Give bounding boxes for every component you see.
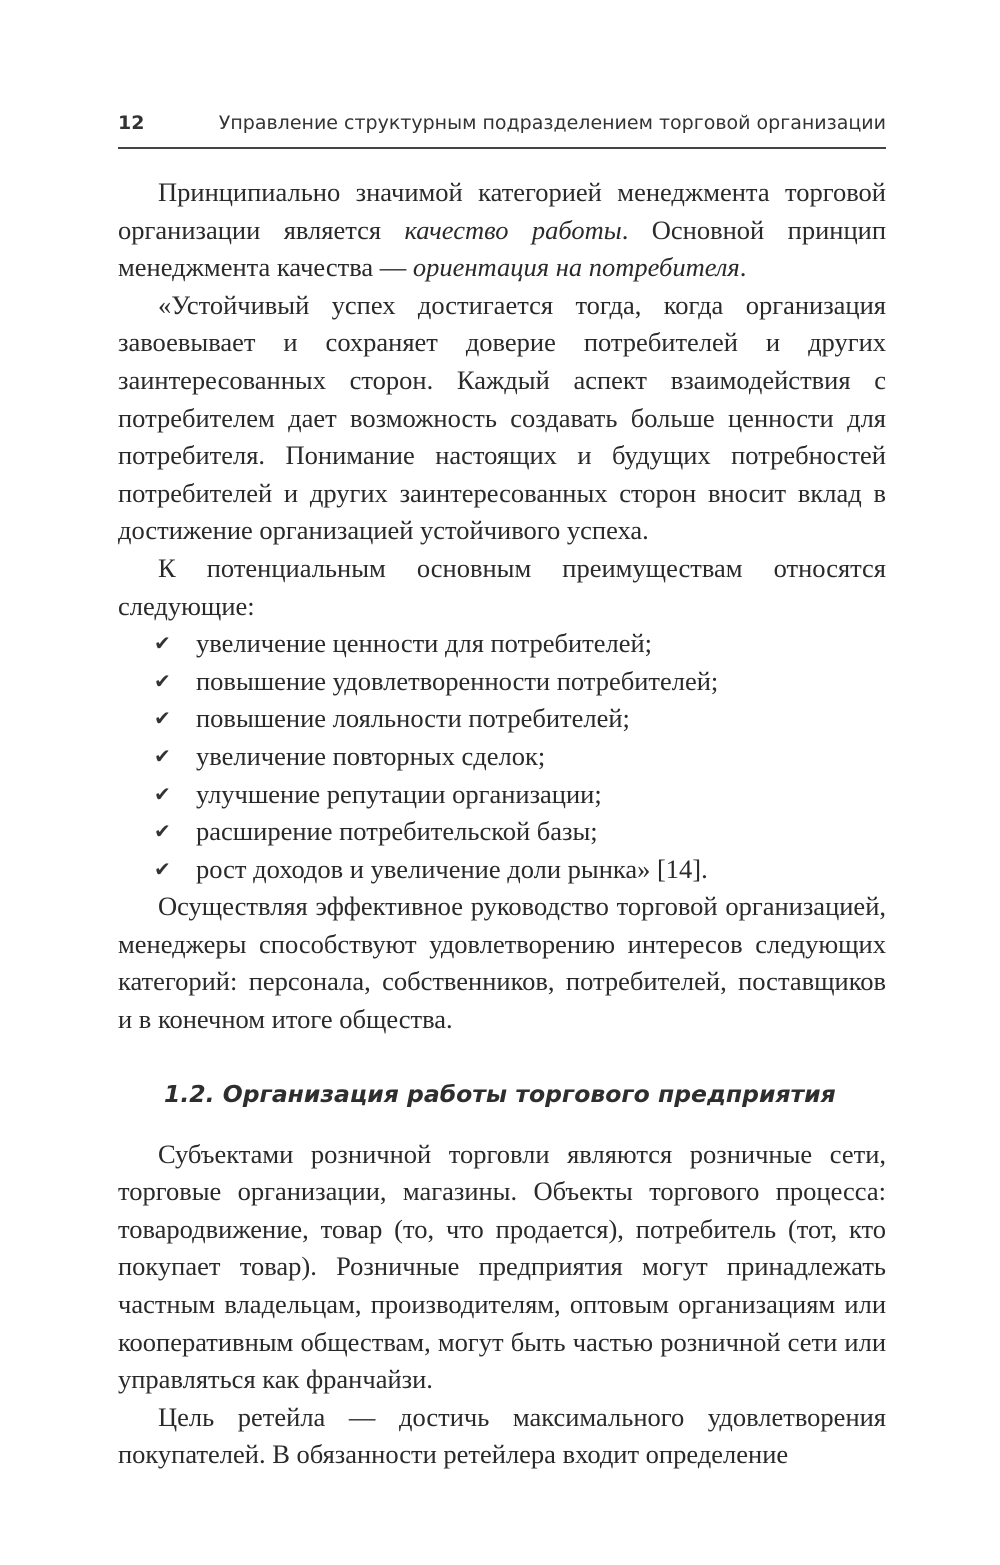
paragraph-quote: «Устойчивый успех достигается тогда, когда организация завоевывает и сохраняет доверие потребителей и других заинтересованных сторон. Каждый аспект взаимодействия с потребителем дает возможность создавать больше ценности для потребителя. Понимание настоящих и будущих потребностей потребителей и других заинтересованных сторон вносит вклад в достижение организацией устойчивого успеха. xyxy=(118,289,886,546)
paragraph-text: Принципиально значимой категорией менеджмента торговой организации является xyxy=(118,177,886,245)
running-title: Управление структурным подразделением торговой организации xyxy=(218,112,886,134)
benefits-list xyxy=(118,625,886,888)
emphasis-quality-of-work: качество работы xyxy=(404,214,622,245)
paragraph-management: Осуществляя эффективное руководство торговой организацией, менеджеры способствуют удовлетворению интересов следующих категорий: персонала, собственников, потребителей, поставщиков и в конечном итоге общества. xyxy=(118,891,886,1035)
paragraph-retail-goal: Цель ретейла — достичь максимального удовлетворения покупателей. В обязанности ретейлера входит определение xyxy=(118,1401,886,1470)
checkmark-icon: ✔ xyxy=(154,743,171,768)
list-item-text: рост доходов и увеличение доли рынка» [14]. xyxy=(196,853,708,884)
checkmark-icon: ✔ xyxy=(154,781,171,806)
list-item xyxy=(118,851,886,889)
list-item-text: улучшение репутации организации; xyxy=(196,778,602,809)
list-item xyxy=(118,663,886,701)
list-item xyxy=(118,776,886,814)
paragraph-quality xyxy=(118,174,886,287)
body-text xyxy=(118,174,886,1474)
list-item-text: увеличение ценности для потребителей; xyxy=(196,628,653,659)
running-header xyxy=(118,112,886,142)
section-heading: 1.2. Организация работы торгового предприятия xyxy=(164,1079,836,1108)
list-item xyxy=(118,625,886,663)
checkmark-icon: ✔ xyxy=(154,706,171,731)
list-item-text: расширение потребительской базы; xyxy=(196,816,598,847)
paragraph-text: . xyxy=(739,252,747,283)
checkmark-icon: ✔ xyxy=(154,668,171,693)
page-number: 12 xyxy=(118,112,145,134)
paragraph-benefits-intro: К потенциальным основным преимуществам относятся следующие: xyxy=(118,552,886,621)
checkmark-icon: ✔ xyxy=(154,631,171,656)
header-rule xyxy=(118,147,886,149)
list-item-text: повышение лояльности потребителей; xyxy=(196,703,630,734)
list-item xyxy=(118,813,886,851)
list-item-text: повышение удовлетворенности потребителей; xyxy=(196,665,719,696)
list-item xyxy=(118,700,886,738)
paragraph-retail-subjects: Субъектами розничной торговли являются розничные сети, торговые организации, магазины. Объекты торгового процесса: товародвижение, товар (то, что продается), потребитель (тот, кто покупает товар). Розничные предприятия могут принадлежать частным владельцам, производителям, оптовым организациям или кооперативным обществам, могут быть частью розничной сети или управляться как франчайзи. xyxy=(118,1138,886,1395)
checkmark-icon: ✔ xyxy=(154,856,171,881)
paragraph-text: . Основной принцип менеджмента качества — xyxy=(118,214,886,283)
emphasis-customer-focus: ориентация на потребителя xyxy=(412,252,740,283)
list-item-text: увеличение повторных сделок; xyxy=(196,740,546,771)
checkmark-icon: ✔ xyxy=(154,819,171,844)
list-item xyxy=(118,738,886,776)
